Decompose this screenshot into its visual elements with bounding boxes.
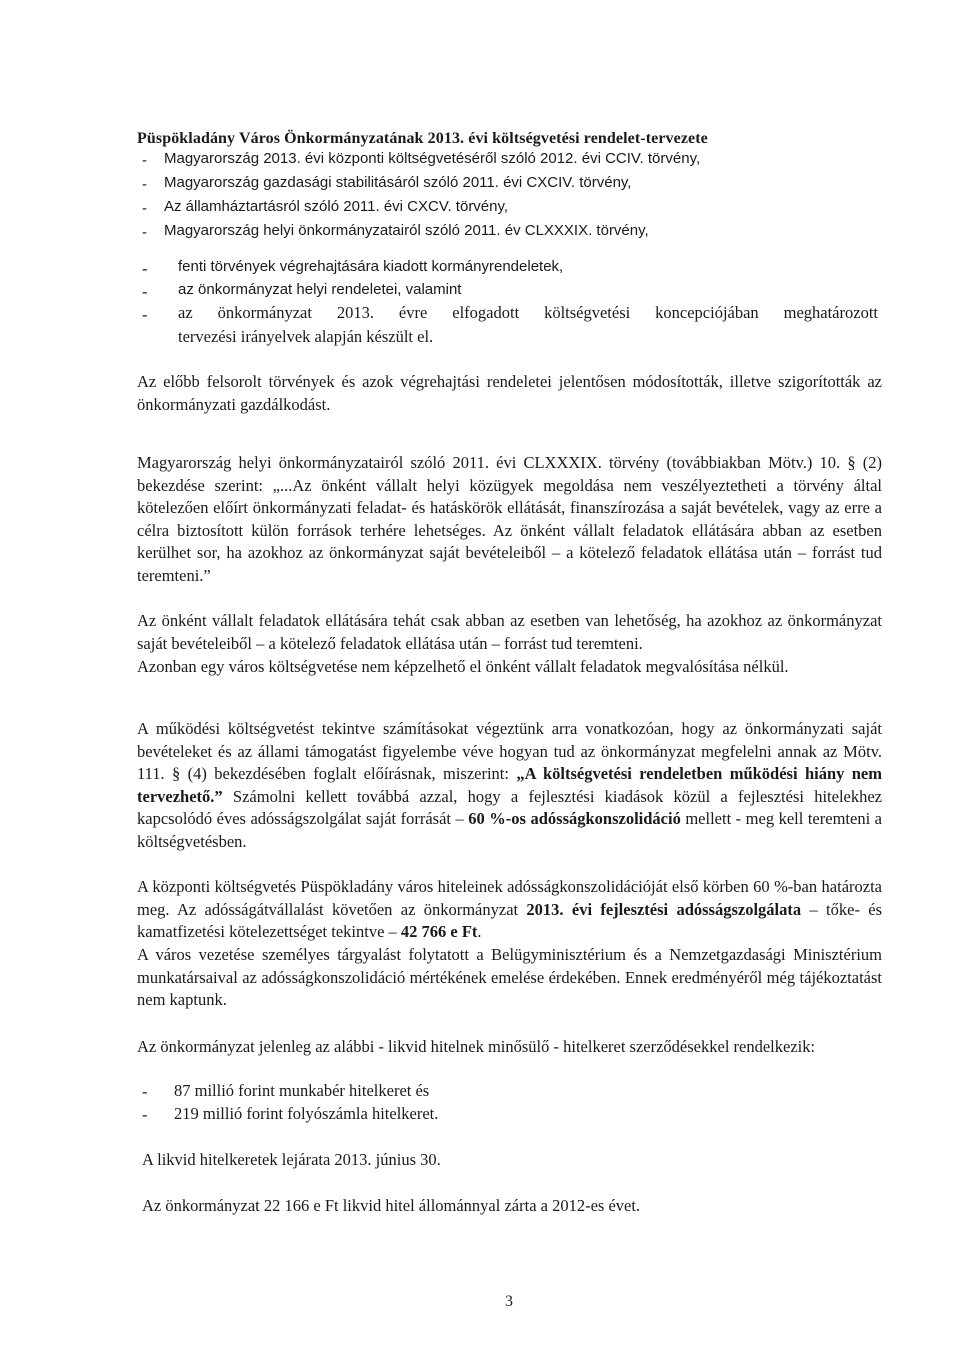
paragraph-intro: Az előbb felsorolt törvények és azok végrehajtási rendeletei jelentősen módosították, illetve szigorították az önkormányzati gazdálkodást. — [137, 372, 882, 414]
law-list-item: Az államháztartásról szóló 2011. évi CXCV. törvény, — [164, 198, 509, 215]
list-dash: - — [142, 152, 147, 169]
list-dash: - — [142, 200, 147, 217]
paragraph-zarta: Az önkormányzat 22 166 e Ft likvid hitel állománnyal zárta a 2012-es évet. — [142, 1196, 641, 1215]
law-list-item: Magyarország helyi önkormányzatairól szóló 2011. év CLXXXIX. törvény, — [164, 222, 649, 239]
list-dash: - — [142, 1105, 148, 1124]
paragraph-lejarat: A likvid hitelkeretek lejárata 2013. június 30. — [142, 1150, 441, 1169]
emphasis-debt-service: 2013. évi fejlesztési adósságszolgálata — [526, 899, 802, 919]
list-dash: - — [142, 305, 148, 324]
basis-continuation: tervezési irányelvek alapján készült el. — [178, 327, 434, 346]
paragraph-varos: A város vezetése személyes tárgyalást folytatott a Belügyminisztérium és a Nemzetgazdasági Minisztérium munkatársaival az adósságkonszolidáció mértékének emelése érdekében. Ennek eredményéről még tájékoztatást nem kaptunk. — [137, 945, 882, 1010]
paragraph-kozponti: A központi költségvetés Püspökladány város hiteleinek adósságkonszolidációját első körben 60 %-ban határozta meg. Az adósságátvállalást követően az önkormányzat 2013. évi fejlesztési adósságszolgálata – tőke- és kamatfizetési kötelezettséget tekintve – 42 766 e Ft. — [137, 877, 882, 942]
list-dash: - — [142, 176, 147, 193]
page-number: 3 — [505, 1293, 513, 1310]
list-dash: - — [142, 282, 148, 301]
paragraph-onkent: Az önként vállalt feladatok ellátására tehát csak abban az esetben van lehetőség, ha azokhoz az önkormányzat saját bevételeiből – a kötelező feladatok ellátása után – forrást tud teremteni. — [137, 611, 882, 653]
paragraph-azonban: Azonban egy város költségvetése nem képzelhető el önként vállalt feladatok megvalósítása nélkül. — [137, 657, 789, 676]
law-list-item: Magyarország 2013. évi központi költségvetéséről szóló 2012. évi CCIV. törvény, — [164, 150, 701, 167]
credit-list-item: 219 millió forint folyószámla hitelkeret. — [174, 1104, 439, 1123]
emphasis-amount: 42 766 e Ft — [400, 922, 478, 942]
basis-list-item: az önkormányzat 2013. évre elfogadott költségvetési koncepciójában meghatározott — [178, 303, 878, 322]
paragraph-likvid: Az önkormányzat jelenleg az alábbi - likvid hitelnek minősülő - hitelkeret szerződésekkel rendelkezik: — [137, 1037, 816, 1056]
list-dash: - — [142, 224, 147, 241]
basis-list-item: az önkormányzat helyi rendeletei, valamint — [178, 281, 462, 298]
basis-list-item: fenti törvények végrehajtására kiadott kormányrendeletek, — [178, 258, 564, 275]
list-dash: - — [142, 259, 148, 278]
paragraph-mukodesi: A működési költségvetést tekintve számításokat végeztünk arra vonatkozóan, hogy az önkormányzati saját bevételeket és az állami támogatást figyelembe véve hogyan tud az önkormányzat megfelelni annak az Mötv. 111. § (4) bekezdésében foglalt előírásnak, miszerint: „A költségvetési rendeletben működési hiány nem tervezhető.” Számolni kellett továbbá azzal, hogy a fejlesztési kiadások közül a fejlesztési hitelekhez kapcsolódó éves adósságszolgálat saját forrását – 60 %-os adósságkonszolidáció mellett - meg kell teremteni a költségvetésben. — [137, 719, 882, 851]
list-dash: - — [142, 1082, 148, 1101]
credit-list-item: 87 millió forint munkabér hitelkeret és — [174, 1081, 430, 1100]
emphasis-no-deficit: „A költségvetési rendeletben működési hiány nem tervezhető.” — [137, 764, 882, 806]
law-list-item: Magyarország gazdasági stabilitásáról szóló 2011. évi CXCIV. törvény, — [164, 174, 632, 191]
document-title: Püspökladány Város Önkormányzatának 2013. évi költségvetési rendelet-tervezete — [137, 130, 708, 147]
emphasis-consolidation: 60 %-os adósságkonszolidáció — [468, 809, 681, 829]
paragraph-motv: Magyarország helyi önkormányzatairól szóló 2011. évi CLXXXIX. törvény (továbbiakban Mötv.) 10. § (2) bekezdése szerint: „...Az önként vállalt helyi közügyek megoldása nem veszélyeztetheti a törvény által kötelezően előírt önkormányzati feladat- és hatáskörök ellátását, finanszírozása a saját bevételek, vagy az erre a célra biztosított külön források terhére lehetséges. Az önként vállalt feladatok ellátására abban az esetben kerülhet sor, ha azokhoz az önkormányzat saját bevételeiből – a kötelező feladatok ellátása után – forrást tud teremteni.” — [137, 453, 882, 585]
